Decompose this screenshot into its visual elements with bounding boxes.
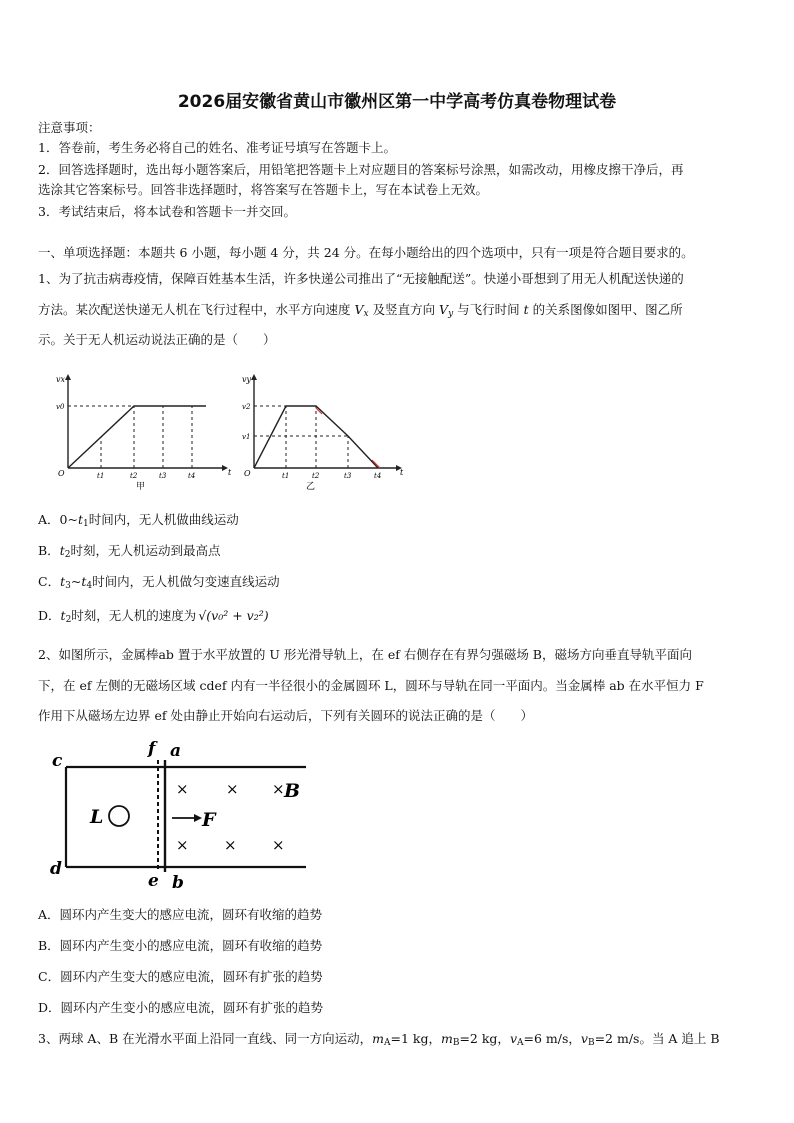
svg-text:×: × <box>226 780 239 798</box>
graph-a-tick-t2: t2 <box>130 472 138 480</box>
notice-heading: 注意事项： <box>38 120 101 135</box>
graph-b-caption: 乙 <box>306 482 316 490</box>
graph-b-v1: v1 <box>242 433 251 441</box>
q2-option-b[interactable]: B．圆环内产生变小的感应电流，圆环有收缩的趋势 <box>38 938 323 953</box>
label-f: f <box>148 739 156 759</box>
q3-line-1: 3、两球 A、B 在光滑水平面上沿同一直线、同一方向运动，$m_A=1$ kg，$m_B=2$ kg，$v_A=6$ m/s，$v_B=2$ m/s。当 A 追上 B <box>38 1031 720 1048</box>
graph-b-tick-t2: t2 <box>312 472 320 480</box>
q2-rail-figure <box>44 736 314 896</box>
q1-option-c[interactable]: C．$t_3\sim t_4$时间内，无人机做匀变速直线运动 <box>38 574 280 591</box>
svg-text:×: × <box>272 836 285 854</box>
notice-item-2-cont: 选涂其它答案标号。回答非选择题时，将答案写在答题卡上，写在本试卷上无效。 <box>38 182 489 197</box>
graph-a-tick-t4: t4 <box>188 472 196 480</box>
q1-option-b[interactable]: B．$t_2$时刻，无人机运动到最高点 <box>38 543 221 560</box>
label-e: e <box>148 871 159 891</box>
label-L: L <box>90 806 104 828</box>
svg-text:×: × <box>224 836 237 854</box>
q1-option-d[interactable]: D．$t_2$时刻，无人机的速度为 √(v₀² + v₂²) <box>38 608 269 625</box>
graph-b-v2: v2 <box>242 403 251 411</box>
label-B: B <box>284 780 301 802</box>
label-F: F <box>202 809 216 831</box>
notice-item-3: 3．考试结束后，将本试卷和答题卡一并交回。 <box>38 204 296 219</box>
label-b: b <box>172 873 184 893</box>
graph-b-vy <box>254 380 396 468</box>
q2-option-c[interactable]: C．圆环内产生变大的感应电流，圆环有扩张的趋势 <box>38 969 323 984</box>
graph-a-tick-t3: t3 <box>159 472 167 480</box>
graph-b-tick-t1: t1 <box>282 472 290 480</box>
section-heading: 一、单项选择题：本题共 6 小题，每小题 4 分，共 24 分。在每小题给出的四个选项中，只有一项是符合题目要求的。 <box>38 245 694 260</box>
graph-a-origin: O <box>58 469 65 478</box>
notice-item-1: 1．答卷前，考生务必将自己的姓名、准考证号填写在答题卡上。 <box>38 140 396 155</box>
magnetic-field-crosses <box>176 780 285 854</box>
q2-option-d[interactable]: D．圆环内产生变小的感应电流，圆环有扩张的趋势 <box>38 1000 324 1015</box>
graph-a-v0: v0 <box>56 403 65 411</box>
notice-item-2: 2．回答选择题时，选出每小题答案后，用铅笔把答题卡上对应题目的答案标号涂黑，如需改动，用橡皮擦干净后，再 <box>38 162 684 177</box>
label-d: d <box>50 859 62 879</box>
svg-text:×: × <box>176 780 189 798</box>
graph-b-origin: O <box>244 469 251 478</box>
speed-formula: √(v₀² + v₂²) <box>198 608 269 623</box>
q2-option-a[interactable]: A．圆环内产生变大的感应电流，圆环有收缩的趋势 <box>38 907 323 922</box>
q2-line-3: 作用下从磁场左边界 ef 处由静止开始向右运动后，下列有关圆环的说法正确的是（ ） <box>38 708 533 723</box>
graph-a-tick-t1: t1 <box>97 472 105 480</box>
graph-b-y-axis-label: vy <box>242 375 252 384</box>
q1-line-1: 1、为了抗击病毒疫情，保障百姓基本生活，许多快递公司推出了“无接触配送”。快递小哥想到了用无人机配送快递的 <box>38 271 684 286</box>
q1-line-3: 示。关于无人机运动说法正确的是（ ） <box>38 332 276 347</box>
graph-a-y-axis-label: vx <box>56 375 66 384</box>
q1-velocity-graphs <box>50 372 410 490</box>
graph-b-tick-t3: t3 <box>344 472 352 480</box>
q2-line-2: 下，在 ef 左侧的无磁场区域 cdef 内有一半径很小的金属圆环 L，圆环与导轨在同一平面内。当金属棒 ab 在水平恒力 F <box>38 678 704 693</box>
q1-line-2: 方法。某次配送快递无人机在飞行过程中，水平方向速度 $V_x$ 及竖直方向 $V_y$ 与飞行时间 t 的关系图像如图甲、图乙所 <box>38 302 683 319</box>
graph-b-tick-t4: t4 <box>374 472 382 480</box>
graph-a-x-axis-label: t <box>228 468 232 477</box>
metal-ring-L <box>109 806 129 826</box>
svg-text:×: × <box>272 780 285 798</box>
q2-line-1: 2、如图所示，金属棒ab 置于水平放置的 U 形光滑导轨上，在 ef 右侧存在有界匀强磁场 B，磁场方向垂直导轨平面向 <box>38 647 692 662</box>
label-c: c <box>52 751 63 771</box>
q1-option-a[interactable]: A．$0\sim t_1$时间内，无人机做曲线运动 <box>38 512 239 529</box>
graph-a-caption: 甲 <box>136 482 146 490</box>
svg-text:×: × <box>176 836 189 854</box>
page-title: 2026届安徽省黄山市徽州区第一中学高考仿真卷物理试卷 <box>177 92 617 112</box>
graph-b-x-axis-label: t <box>400 468 404 477</box>
graph-a-vx <box>68 380 222 468</box>
label-a: a <box>170 741 182 761</box>
